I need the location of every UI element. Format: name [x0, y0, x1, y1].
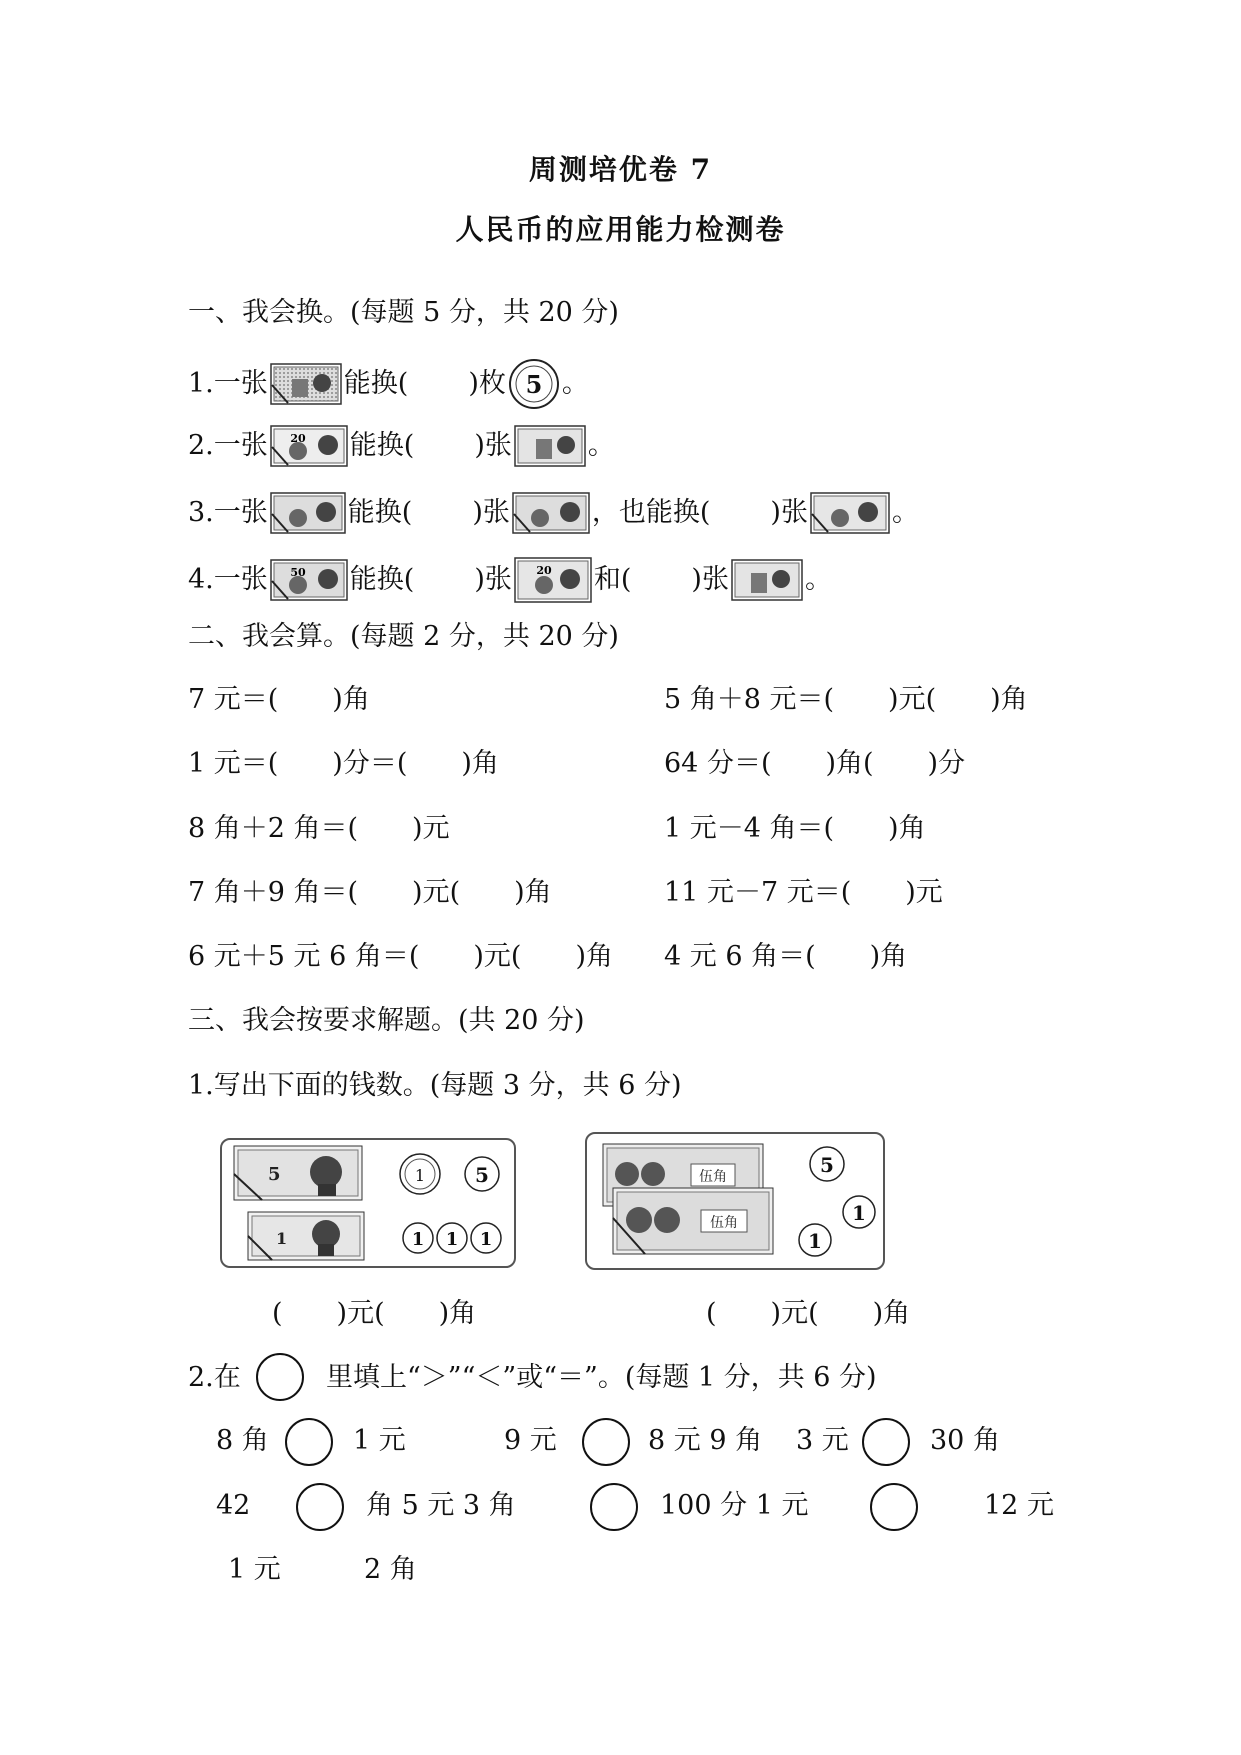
- section1-heading: 一、我会换。(每题 5 分，共 20 分): [188, 297, 619, 328]
- coin-1jiao-icon: [843, 1196, 875, 1228]
- question-1: [188, 358, 589, 410]
- section3-heading: 三、我会按要求解题。(共 20 分): [188, 1005, 585, 1036]
- money-box-2: [585, 1132, 885, 1270]
- box1-answer: ( )元( )角: [272, 1298, 477, 1329]
- calc-left-5: 6 元＋5 元 6 角＝( )元( )角: [188, 941, 613, 972]
- note-label: 50: [290, 566, 306, 579]
- banknote-icon-20: [270, 425, 348, 467]
- compare-circle[interactable]: [296, 1483, 344, 1531]
- compare-circle[interactable]: [285, 1418, 333, 1466]
- money-box-1: [220, 1138, 516, 1268]
- q2-text-b: 能换(: [349, 430, 415, 461]
- banknote-icon-100: [270, 492, 346, 534]
- coin-label: 1: [411, 1229, 425, 1250]
- q1-text-b: 能换(: [343, 368, 409, 399]
- q3-text-a: 3.一张: [188, 497, 268, 528]
- coin-5jiao-icon: [465, 1157, 499, 1191]
- banknote-icon-100: [270, 363, 342, 405]
- note-label: 伍角: [699, 1169, 727, 1185]
- q3-text-c: )张: [472, 497, 510, 528]
- section3-q2-text-b: 里填上“＞”“＜”或“＝”。(每题 1 分，共 6 分): [326, 1362, 877, 1393]
- coin-1yuan-icon: [400, 1154, 440, 1194]
- note-label: 20: [290, 432, 306, 445]
- calc-left-4: 7 角＋9 角＝( )元( )角: [188, 877, 552, 908]
- compare-circle-example: [256, 1353, 304, 1401]
- banknote-icon-50: [270, 559, 348, 601]
- q1-text-c: )枚: [468, 368, 506, 399]
- compare-item: 12 元: [984, 1490, 1054, 1521]
- q4-text-d: 和(: [593, 564, 632, 595]
- banknote-icon-50: [512, 492, 590, 534]
- page-title: 周测培优卷 7: [528, 153, 713, 186]
- q2-text-d: 。: [587, 430, 615, 461]
- calc-left-3: 8 角＋2 角＝( )元: [188, 813, 450, 844]
- banknote-5jiao-icon: [613, 1188, 773, 1254]
- calc-right-3: 1 元－4 角＝( )角: [664, 813, 926, 844]
- note-label: 5: [268, 1164, 281, 1185]
- note-label: 1: [276, 1229, 288, 1248]
- compare-circle[interactable]: [590, 1483, 638, 1531]
- section3-q2-text-a: 2.在: [188, 1362, 241, 1393]
- coin-label: 1: [852, 1201, 866, 1225]
- compare-item: 角 5 元 3 角: [366, 1490, 516, 1521]
- banknote-icon-20: [810, 492, 890, 534]
- note-label: 伍角: [710, 1215, 738, 1231]
- banknote-icon-10: [731, 559, 803, 601]
- compare-circle[interactable]: [862, 1418, 910, 1466]
- compare-circle[interactable]: [582, 1418, 630, 1466]
- compare-item: 3 元: [796, 1425, 849, 1456]
- q4-text-f: 。: [804, 564, 832, 595]
- compare-item: 8 角: [216, 1425, 269, 1456]
- q3-text-b: 能换(: [347, 497, 413, 528]
- coin-1jiao-icon: [403, 1223, 433, 1253]
- q1-text-a: 1.一张: [188, 368, 268, 399]
- q2-text-c: )张: [474, 430, 512, 461]
- calc-right-4: 11 元－7 元＝( )元: [664, 877, 943, 908]
- page-subtitle: 人民币的应用能力检测卷: [455, 213, 786, 246]
- money-illustration: [222, 1140, 514, 1266]
- coin-1jiao-icon: [437, 1223, 467, 1253]
- compare-item: 1 元: [228, 1554, 281, 1585]
- compare-item: 100 分 1 元: [660, 1490, 809, 1521]
- compare-circle[interactable]: [870, 1483, 918, 1531]
- compare-item: 9 元: [504, 1425, 557, 1456]
- question-4: [188, 557, 832, 603]
- q2-text-a: 2.一张: [188, 430, 268, 461]
- question-3: [188, 492, 919, 534]
- calc-left-1: 7 元＝( )角: [188, 684, 370, 715]
- q4-text-a: 4.一张: [188, 564, 268, 595]
- question-2: [188, 425, 615, 467]
- banknote-1yuan-icon: [248, 1212, 364, 1260]
- box2-answer: ( )元( )角: [706, 1298, 911, 1329]
- coin-label: 1: [414, 1166, 426, 1185]
- coin-5jiao-icon: [810, 1147, 844, 1181]
- q1-text-d: 。: [561, 368, 589, 399]
- coin-label: 5: [820, 1153, 834, 1177]
- coin-1jiao-icon: [799, 1224, 831, 1256]
- coin-label: 1: [445, 1229, 459, 1250]
- coin-5jiao-icon: [508, 358, 560, 410]
- section3-q1-heading: 1.写出下面的钱数。(每题 3 分，共 6 分): [188, 1070, 682, 1101]
- banknote-icon-20: [514, 557, 592, 603]
- coin-label: 1: [808, 1229, 822, 1253]
- q4-text-b: 能换(: [349, 564, 415, 595]
- coin-1jiao-icon: [471, 1223, 501, 1253]
- coin-label: 5: [525, 370, 543, 399]
- calc-left-2: 1 元＝( )分＝( )角: [188, 748, 499, 779]
- calc-right-1: 5 角＋8 元＝( )元( )角: [664, 684, 1028, 715]
- q4-text-c: )张: [474, 564, 512, 595]
- banknote-icon-10: [514, 425, 586, 467]
- calc-right-5: 4 元 6 角＝( )角: [664, 941, 908, 972]
- compare-item: 1 元: [353, 1425, 406, 1456]
- q4-text-e: )张: [691, 564, 729, 595]
- coin-label: 1: [479, 1229, 493, 1250]
- compare-item: 2 角: [364, 1554, 417, 1585]
- q3-text-d: ，也能换(: [591, 497, 711, 528]
- note-label: 20: [536, 564, 552, 577]
- q3-text-f: 。: [891, 497, 919, 528]
- q3-text-e: )张: [770, 497, 808, 528]
- compare-item: 30 角: [930, 1425, 1000, 1456]
- compare-item: 42: [216, 1490, 251, 1521]
- money-illustration: [587, 1134, 883, 1268]
- section2-heading: 二、我会算。(每题 2 分，共 20 分): [188, 621, 619, 652]
- calc-right-2: 64 分＝( )角( )分: [664, 748, 966, 779]
- coin-label: 5: [475, 1163, 489, 1187]
- banknote-5yuan-icon: [234, 1146, 362, 1200]
- compare-item: 8 元 9 角: [648, 1425, 763, 1456]
